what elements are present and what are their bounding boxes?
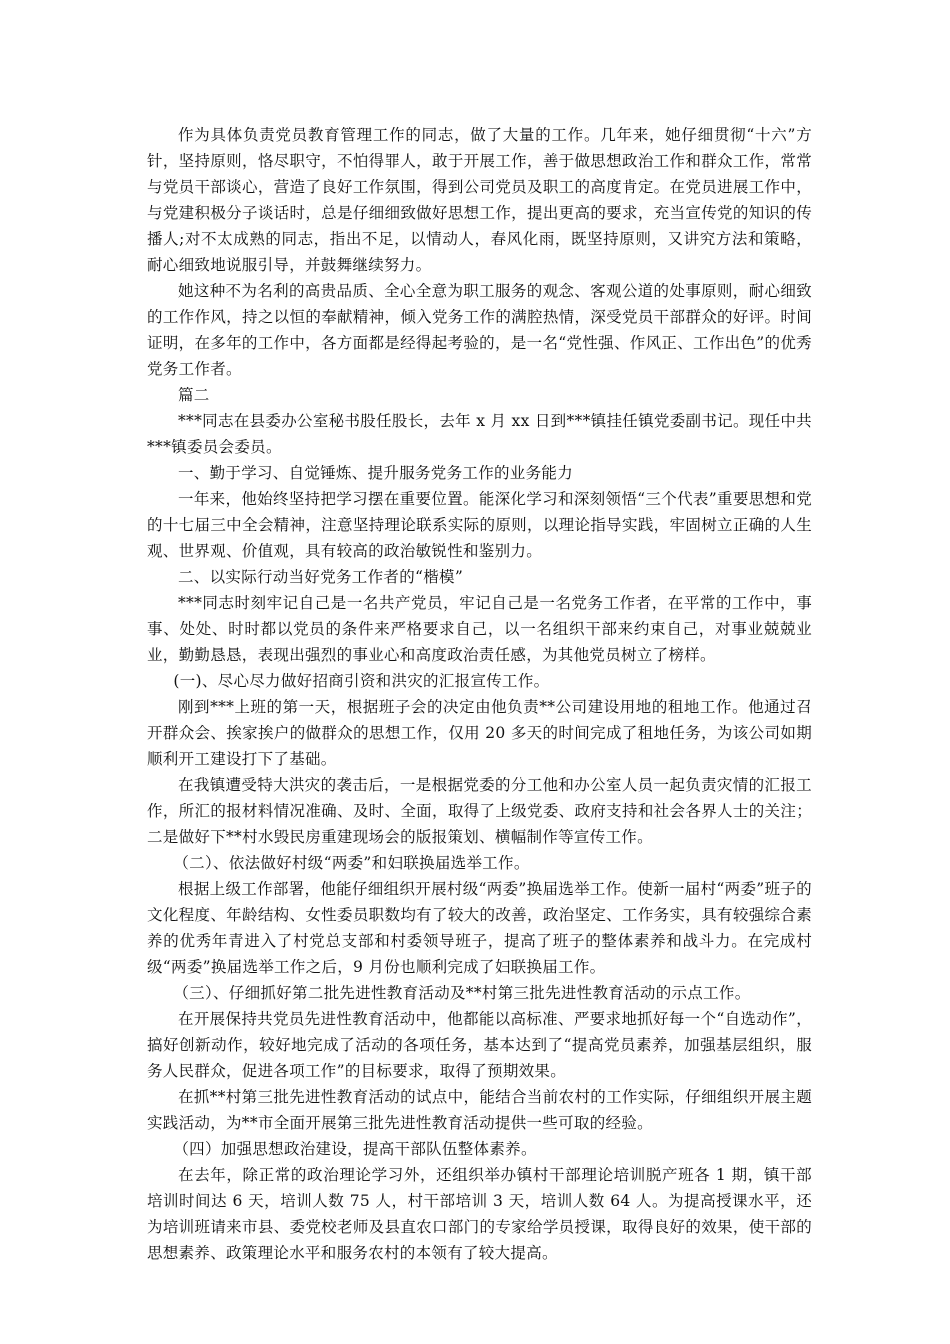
- section-heading: 一、勤于学习、自觉锤炼、提升服务党务工作的业务能力: [178, 464, 574, 482]
- section-heading: 篇二: [178, 386, 210, 404]
- paragraph: 在抓**村第三批先进性教育活动的试点中，能结合当前农村的工作实际，仔细组织开展主题实践活动，为**市全面开展第三批先进性教育活动提供一些可取的经验。: [147, 1088, 812, 1132]
- subsection-heading: （四）加强思想政治建设，提高干部队伍整体素养。: [173, 1140, 537, 1158]
- paragraph: 作为具体负责党员教育管理工作的同志，做了大量的工作。几年来，她仔细贯彻“十六”方针，坚持原则，恪尽职守，不怕得罪人，敢于开展工作，善于做思想政治工作和群众工作，常常与党员干部谈心，营造了良好工作氛围，得到公司党员及职工的高度肯定。在党员进展工作中，与党建积极分子谈话时，总是仔细细致做好思想工作，提出更高的要求，充当宣传党的知识的传播人;对不太成熟的同志，指出不足，以情动人，春风化雨，既坚持原则，又讲究方法和策略，耐心细致地说服引导，并鼓舞继续努力。: [147, 126, 812, 274]
- paragraph: 在我镇遭受特大洪灾的袭击后，一是根据党委的分工他和办公室人员一起负责灾情的汇报工作，所汇的报材料情况准确、及时、全面，取得了上级党委、政府支持和社会各界人士的关注；二是做好下**村水毁民房重建现场会的版报策划、横幅制作等宣传工作。: [147, 776, 812, 846]
- paragraph: 一年来，他始终坚持把学习摆在重要位置。能深化学习和深刻领悟“三个代表”重要思想和党的十七届三中全会精神，注意坚持理论联系实际的原则，以理论指导实践，牢固树立正确的人生观、世界观、价值观，具有较高的政治敏锐性和鉴别力。: [147, 490, 812, 560]
- paragraph: 她这种不为名利的高贵品质、全心全意为职工服务的观念、客观公道的处事原则，耐心细致的工作作风，持之以恒的奉献精神，倾入党务工作的满腔热情，深受党员干部群众的好评。时间证明，在多年的工作中，各方面都是经得起考验的，是一名“党性强、作风正、工作出色”的优秀党务工作者。: [147, 282, 812, 378]
- paragraph: 在去年，除正常的政治理论学习外，还组织举办镇村干部理论培训脱产班各 1 期，镇干部培训时间达 6 天，培训人数 75 人，村干部培训 3 天，培训人数 64 人。为提高授课水平，还为培训班请来市县、委党校老师及县直农口部门的专家给学员授课，取得良好的效果，使干部的思想素养、政策理论水平和服务农村的本领有了较大提高。: [147, 1166, 812, 1262]
- section-heading: 二、以实际行动当好党务工作者的“楷模”: [178, 568, 464, 586]
- paragraph: 根据上级工作部署，他能仔细组织开展村级“两委”换届选举工作。使新一届村“两委”班子的文化程度、年龄结构、女性委员职数均有了较大的改善，政治坚定、工作务实，具有较强综合素养的优秀年青进入了村党总支部和村委领导班子，提高了班子的整体素养和战斗力。在完成村级“两委”换届选举工作之后，9 月份也顺利完成了妇联换届工作。: [147, 880, 812, 976]
- subsection-heading: (一)、尽心尽力做好招商引资和洪灾的汇报宣传工作。: [173, 672, 550, 690]
- document-body: [147, 122, 812, 1266]
- subsection-heading: （三）、仔细抓好第二批先进性教育活动及**村第三批先进性教育活动的示点工作。: [173, 984, 751, 1002]
- subsection-heading: （二）、依法做好村级“两委”和妇联换届选举工作。: [173, 854, 530, 872]
- paragraph: 在开展保持共党员先进性教育活动中，他都能以高标准、严要求地抓好每一个“自选动作”，搞好创新动作，较好地完成了活动的各项任务，基本达到了“提高党员素养，加强基层组织，服务人民群众，促进各项工作”的目标要求，取得了预期效果。: [147, 1010, 812, 1080]
- paragraph: 刚到***上班的第一天，根据班子会的决定由他负责**公司建设用地的租地工作。他通过召开群众会、挨家挨户的做群众的思想工作，仅用 20 多天的时间完成了租地任务，为该公司如期顺利开工建设打下了基础。: [147, 698, 812, 768]
- paragraph: ***同志在县委办公室秘书股任股长，去年 x 月 xx 日到***镇挂任镇党委副书记。现任中共***镇委员会委员。: [147, 412, 812, 456]
- paragraph: ***同志时刻牢记自己是一名共产党员，牢记自己是一名党务工作者，在平常的工作中，事事、处处、时时都以党员的条件来严格要求自己，以一名组织干部来约束自己，对事业兢兢业业，勤勤恳恳，表现出强烈的事业心和高度政治责任感，为其他党员树立了榜样。: [147, 594, 812, 664]
